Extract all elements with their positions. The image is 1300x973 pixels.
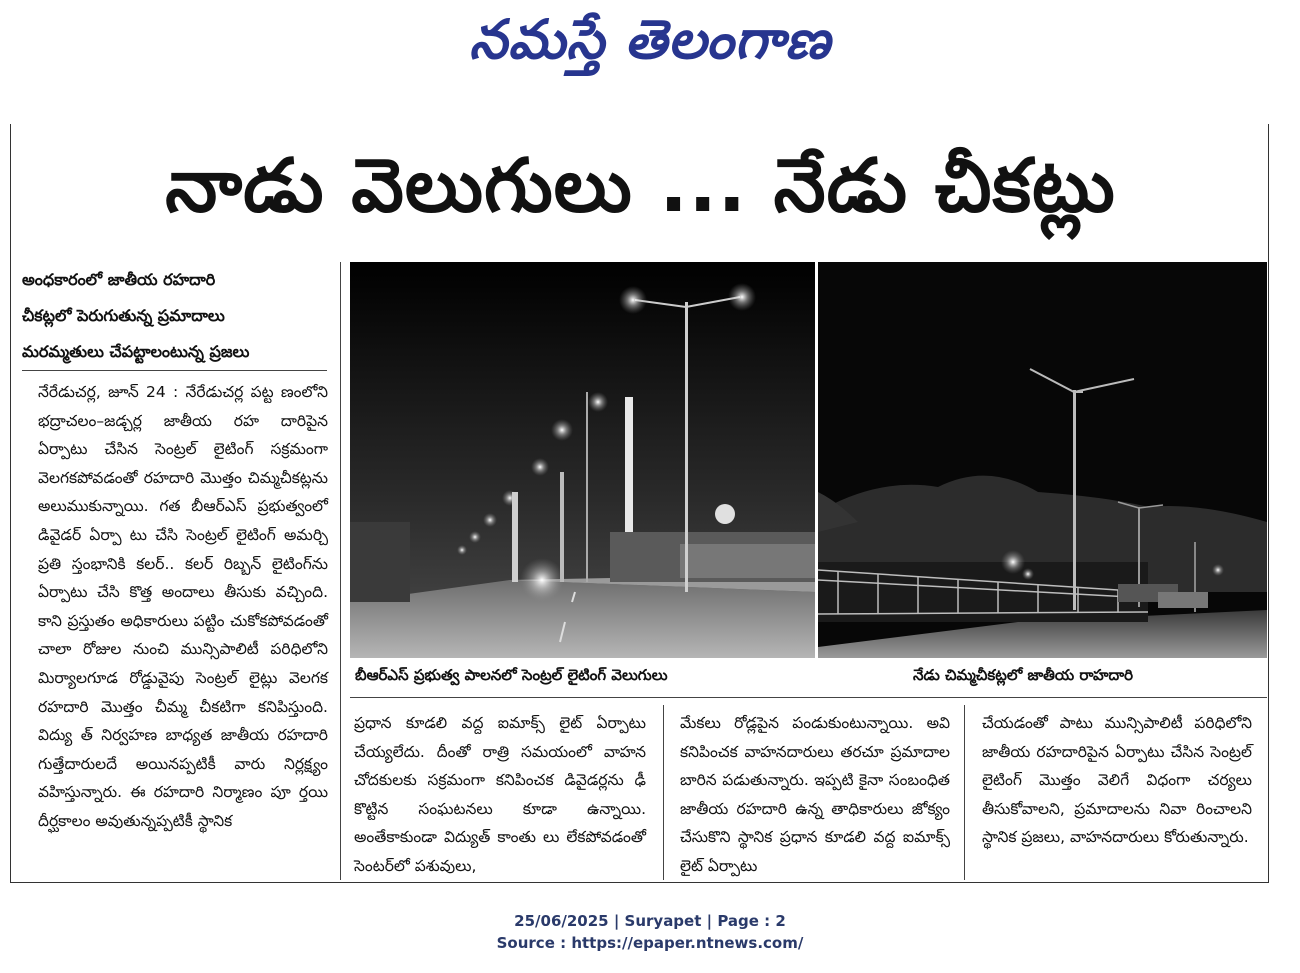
right-photo-caption: నేడు చిమ్మచీకట్లలో జాతీయ రాహదారి <box>913 666 1133 684</box>
article-body-column-3 <box>680 709 950 881</box>
article-body-column-4 <box>982 709 1252 852</box>
left-photo-caption: బీఆర్ఎస్ ప్రభుత్వ పాలనలో సెంట్రల్ లైటింగ్ వెలుగులు <box>355 666 668 684</box>
paragraph: చేయడంతో పాటు మున్సిపాలిటీ పరిధిలోని జాతీయ రహదారిపైన ఏర్పాటు చేసిన సెంట్రల్ లైటింగ్ మొత్తం వెలిగే విధంగా చర్యలు తీసుకోవాలని, ప్రమాదాలను నివా రించాలని స్థానిక ప్రజలు, వాహనదారులు కోరుతున్నారు. <box>982 714 1252 847</box>
subheading-2: చీకట్లలో పెరుగుతున్న ప్రమాదాలు <box>22 306 225 325</box>
photo-dark-highway <box>818 262 1267 658</box>
article-body-column-2 <box>354 709 646 881</box>
subheading-1: అంధకారంలో జాతీయ రహదారి <box>22 270 216 289</box>
column-divider <box>964 705 965 880</box>
caption-divider <box>350 697 1267 698</box>
newspaper-masthead: నమస్తే తెలంగాణ <box>469 8 831 71</box>
paragraph: మేకలు రోడ్లపైన పండుకుంటున్నాయి. అవి కనిపించక వాహనదారులు తరచూ ప్రమాదాల బారిన పడుతున్నారు. ఇప్పటి కైనా సంబంధిత జాతీయ రహదారి ఉన్న తాధికారులు జోక్యం చేసుకొని స్థానిక ప్రధాన కూడలి వద్ద ఐమాక్స్ లైట్ ఏర్పాటు <box>680 714 950 875</box>
subhead-divider <box>22 370 327 371</box>
subheading-3: మరమ్మతులు చేపట్టాలంటున్న ప్రజలు <box>22 342 250 361</box>
footer-source-link[interactable]: Source : https://epaper.ntnews.com/ <box>496 934 804 952</box>
article-headline: నాడు వెలుగులు ... నేడు చీకట్లు <box>165 143 1116 229</box>
paragraph: ప్రధాన కూడలి వద్ద ఐమాక్స్ లైట్ ఏర్పాటు చేయ్యలేదు. దీంతో రాత్రి సమయంలో వాహన చోదకులకు సక్రమంగా కనిపించక డివైడర్లను ఢీ కొట్టిన సంఘటనలు కూడా ఉన్నాయి. అంతేకాకుండా విద్యుత్ కాంతు లు లేకపోవడంతో సెంటర్‌లో పశువులు, <box>354 714 646 875</box>
article-body-column-1 <box>38 378 328 836</box>
subheadings <box>22 262 327 370</box>
photo-lit-highway <box>350 262 815 658</box>
paragraph: నేరేడుచర్ల, జూన్ 24 : నేరేడుచర్ల పట్ట ణంలోని భద్రాచలం–జడ్చర్ల జాతీయ రహ దారిపైన ఏర్పాటు చేసిన సెంట్రల్ లైటింగ్ సక్రమంగా వెలగకపోవడంతో రహదారి మొత్తం చిమ్మచీకట్లను అలుముకున్నాయి. గత బీఆర్ఎస్ ప్రభుత్వంలో డివైడర్ ఏర్పా టు చేసి సెంట్రల్ లైటింగ్ అమర్చి ప్రతి స్తంభానికి కలర్.. కలర్ రిబ్బన్ లైటింగ్‌ను ఏర్పాటు చేసి కొత్త అందాలు తీసుకు వచ్చింది. కాని ప్రస్తుతం అధికారులు పట్టిం చుకోకపోవడంతో చాలా రోజుల నుంచి మున్సిపాలిటీ పరిధిలోని మిర్యాలగూడ రోడ్డువైపు సెంట్రల్ లైట్లు వెలగక రహదారి మొత్తం చీమ్మ చీకటిగా కనిపిస్తుంది. విద్యు త్ నిర్వహణ బాధ్యత జాతీయ రహదారి గుత్తేదారులదే అయినప్పటికీ వారు నిర్లక్ష్యం వహిస్తున్నారు. ఈ రహదారి నిర్మాణం పూ ర్తయి దీర్ఘకాలం అవుతున్నప్పటికీ స్థానిక <box>38 383 328 830</box>
column-divider <box>663 705 664 880</box>
footer-date-edition: 25/06/2025 | Suryapet | Page : 2 <box>514 912 786 930</box>
column-divider <box>340 262 341 880</box>
